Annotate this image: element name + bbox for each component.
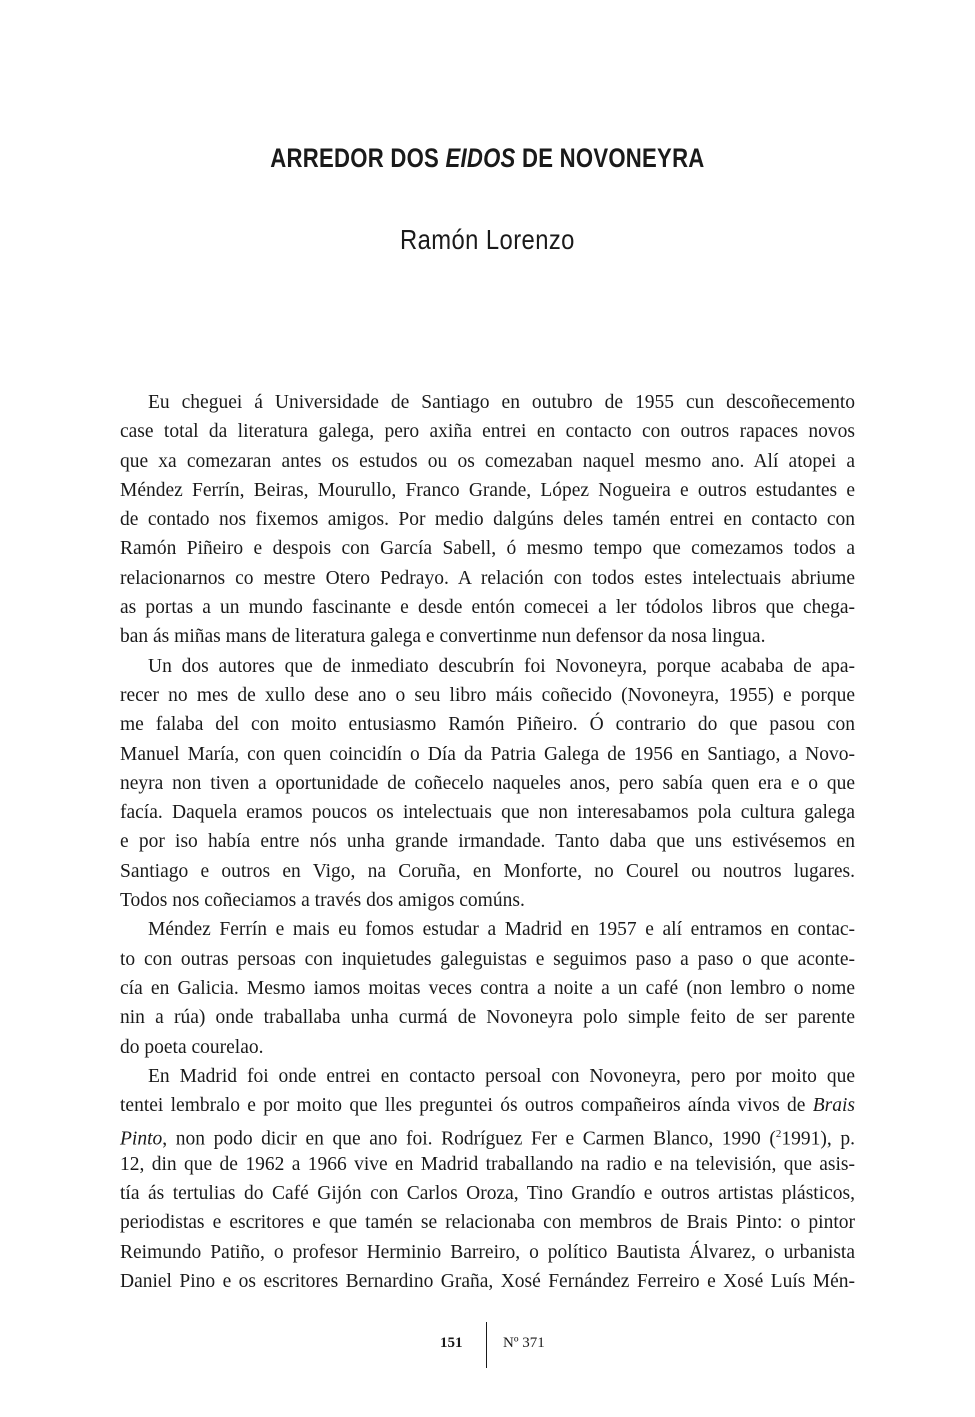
italic-title-span: Pinto xyxy=(120,1128,163,1150)
text-line: do poeta courelao. xyxy=(120,1036,264,1058)
page-footer xyxy=(0,1322,975,1368)
title-part: ARREDOR DOS xyxy=(270,143,446,173)
text-line: Eu cheguei á Universidade de Santiago en outubro de 1955 cun descoñecemento xyxy=(148,392,855,413)
text-line: Manuel María, con quen coincidín o Día da Patria Galega de 1956 en Santiago, a Novo- xyxy=(120,743,855,765)
text-line: Santiago e outros en Vigo, na Coruña, en Monforte, no Courel ou noutros lugares. xyxy=(120,860,855,882)
article-body xyxy=(120,388,855,1296)
paragraph xyxy=(120,1062,855,1296)
text-line: Un dos autores que de inmediato descubrín foi Novoneyra, porque acababa de apa- xyxy=(148,655,855,677)
article-title xyxy=(88,143,888,174)
text-line: me falaba del con moito entusiasmo Ramón Piñeiro. Ó contrario do que pasou con xyxy=(120,714,855,736)
text-line: Ramón Piñeiro e despois con García Sabell, ó mesmo tempo que comezamos todos a xyxy=(120,538,855,560)
text-span: , non podo dicir en que ano foi. Rodríguez Fer e Carmen Blanco, 1990 ( xyxy=(162,1128,776,1150)
text-span: tentei lembralo e por moito que lles preguntei ós outros compañeiros aínda vivos de xyxy=(120,1095,813,1117)
title-italic-word: EIDOS xyxy=(445,143,516,173)
text-line: to con outras persoas con inquietudes galeguistas e seguimos paso a paso o que aconte- xyxy=(120,948,855,970)
text-line: relacionarnos co mestre Otero Pedrayo. A relación con todos estes intelectuais abriume xyxy=(120,567,855,589)
paragraph xyxy=(120,388,855,652)
text-line: cía en Galicia. Mesmo iamos moitas veces contra a noite a un café (non lembro o nome xyxy=(120,977,855,999)
text-line: recer no mes de xullo dese ano o seu libro máis coñecido (Novoneyra, 1955) e porque xyxy=(120,684,855,706)
footer-divider xyxy=(486,1322,487,1368)
text-line: ban ás miñas mans de literatura galega e convertinme nun defensor da nosa lingua. xyxy=(120,626,766,648)
text-line: case total da literatura galega, pero axiña entrei en contacto con outros rapaces novos xyxy=(120,421,855,443)
text-line: as portas a un mundo fascinante e desde entón comecei a ler tódolos libros que chega- xyxy=(120,597,855,619)
text-line xyxy=(120,1120,855,1149)
edition-superscript: 2 xyxy=(775,1128,782,1141)
text-line: Reimundo Patiño, o profesor Herminio Barreiro, o político Bautista Álvarez, o urbanista xyxy=(120,1241,855,1263)
text-span: 1991), p. xyxy=(781,1128,855,1150)
issue-number: Nº 371 xyxy=(503,1335,545,1351)
text-line: Méndez Ferrín e mais eu fomos estudar a Madrid en 1957 e alí entramos en contac- xyxy=(148,919,855,941)
article-author: Ramón Lorenzo xyxy=(399,224,575,255)
text-line: de contado nos fixemos amigos. Por medio dalgúns deles tamén entrei en contacto con xyxy=(120,509,855,531)
text-line: e por iso había entre nós unha grande irmandade. Tanto daba que uns estivésemos en xyxy=(120,831,855,853)
page-number: 151 xyxy=(440,1335,463,1351)
text-line: Todos nos coñeciamos a través dos amigos comúns. xyxy=(120,890,525,912)
text-line: Daniel Pino e os escritores Bernardino Graña, Xosé Fernández Ferreiro e Xosé Luís Mén- xyxy=(120,1270,855,1292)
text-line: facía. Daquela eramos poucos os intelectuais que non interesabamos pola cultura galega xyxy=(120,802,855,824)
italic-title-span: Brais xyxy=(812,1095,855,1117)
paragraph xyxy=(120,915,855,1061)
text-line xyxy=(120,1091,855,1120)
text-line: que xa comezaran antes os estudos ou os comezaban naquel mesmo ano. Alí atopei a xyxy=(120,450,855,472)
text-line: nin a rúa) onde traballaba unha curmá de Novoneyra polo simple feito de ser parente xyxy=(120,1007,855,1029)
text-line: periodistas e escritores e que tamén se relacionaba con membros de Brais Pinto: o pintor xyxy=(120,1212,855,1234)
text-line: neyra non tiven a oportunidade de coñecelo naqueles anos, pero sabía quen era e o que xyxy=(120,772,855,794)
text-line: En Madrid foi onde entrei en contacto persoal con Novoneyra, pero por moito que xyxy=(148,1065,855,1087)
title-part: DE NOVONEYRA xyxy=(515,143,705,173)
text-line: tía ás tertulias do Café Gijón con Carlos Oroza, Tino Grandío e outros artistas plásticos, xyxy=(120,1183,855,1205)
text-line: Méndez Ferrín, Beiras, Mourullo, Franco Grande, López Nogueira e outros estudantes e xyxy=(120,479,855,501)
text-line: 12, din que de 1962 a 1966 vive en Madrid traballando na radio e na televisión, que asis- xyxy=(120,1153,855,1175)
paragraph xyxy=(120,652,855,916)
